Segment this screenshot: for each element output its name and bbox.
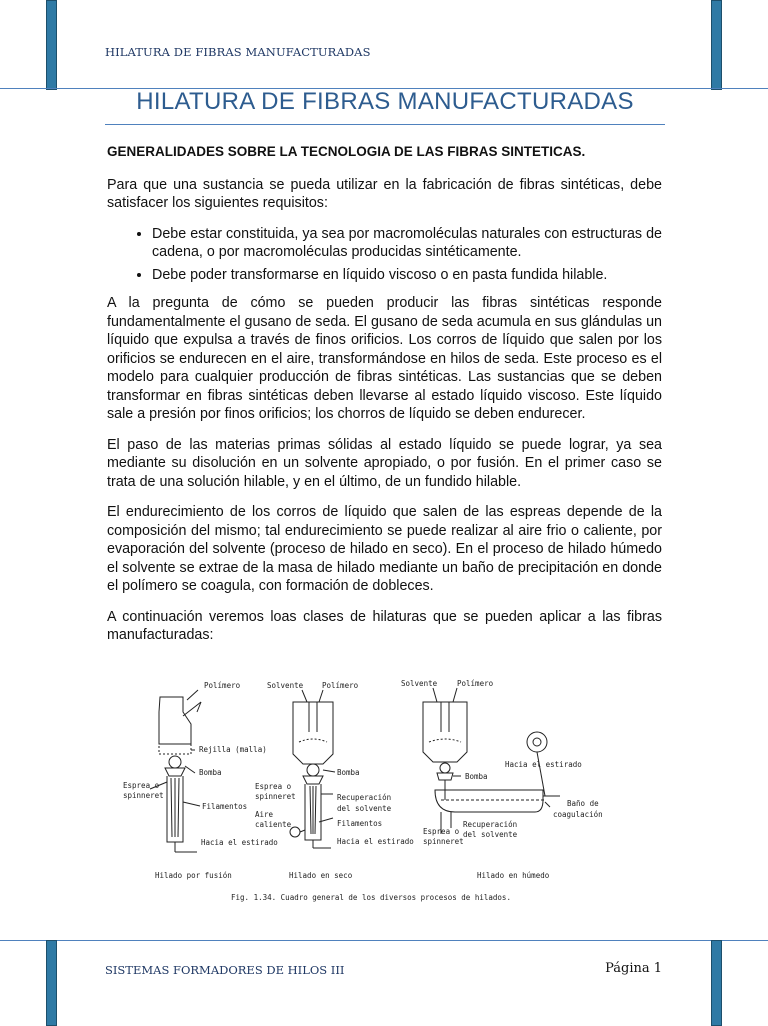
label-bano-1: Baño de bbox=[567, 799, 599, 808]
label-bomba-humedo: Bomba bbox=[465, 772, 488, 781]
label-recuperacion-seco-1: Recuperación bbox=[337, 793, 392, 802]
paragraph-continuation: A continuación veremos loas clases de hilaturas que se pueden aplicar a las fibras manufacturadas: bbox=[107, 608, 662, 643]
page-title: HILATURA DE FIBRAS MANUFACTURADAS bbox=[136, 88, 634, 115]
label-esprea-fusion-2: spinneret bbox=[123, 791, 164, 800]
label-aire-2: caliente bbox=[255, 820, 292, 829]
dry-spinning-diagram bbox=[290, 690, 335, 848]
label-polimero-fusion: Polímero bbox=[204, 681, 241, 690]
paragraph-silkworm: A la pregunta de cómo se pueden producir las fibras sintéticas responde fundamentalmente el gusano de seda. El gusano de seda acumula en sus glándulas un líquido que expulsa a través de finos orificios. Los corros de líquido que salen por los orificios se endurecen en el aire, transformándose en hilos de seda. Este proceso es el modelo para cualquier producción de fibras sintéticas. Las sustancias que se deben transformar en fibras sintéticas deben llevarse al estado líquido viscoso. Este líquido sale a presión por finos orificios; los chorros de líquido se deben endurecer. bbox=[107, 295, 662, 422]
paragraph-liquid-state: El paso de las materias primas sólidas al estado líquido se puede lograr, ya sea mediante su disolución en un solvente apropiado, o por fusión. En el primer caso se trata de una solución hilable, y en el último, de un fundido hilable. bbox=[107, 436, 662, 490]
title-underline bbox=[105, 124, 665, 125]
document-body bbox=[107, 143, 662, 657]
spinning-processes-figure bbox=[105, 672, 665, 912]
label-solvente-humedo: Solvente bbox=[401, 679, 438, 688]
label-bomba-fusion: Bomba bbox=[199, 768, 222, 777]
requirements-list bbox=[107, 225, 662, 285]
label-aire-1: Aire bbox=[255, 810, 274, 819]
header-accent-bar-right bbox=[711, 0, 722, 90]
paragraph-hardening: El endurecimiento de los corros de líquido que salen de las espreas depende de la composición del mismo; tal endurecimiento se puede realizar al aire frio o caliente, por evaporación del solvente (proceso de hilado en seco). En el proceso de hilado húmedo el solvente se extrae de la masa de hilado mediante un baño de precipitación en donde el polímero se coagula, con formación de dobleces. bbox=[107, 504, 662, 594]
page-number: Página 1 bbox=[605, 961, 662, 976]
caption-fusion: Hilado por fusión bbox=[155, 871, 232, 880]
list-item: • Debe estar constituida, ya sea por macromoléculas naturales con estructuras de cadena, o por macromoléculas producidas sintéticamente. bbox=[152, 225, 662, 262]
label-bomba-seco: Bomba bbox=[337, 768, 360, 777]
label-bano-2: coagulación bbox=[553, 810, 603, 819]
figure-caption: Fig. 1.34. Cuadro general de los diversos procesos de hilados. bbox=[231, 893, 511, 902]
label-filamentos-fusion: Filamentos bbox=[202, 802, 248, 811]
label-esprea-humedo-1: Esprea o bbox=[423, 827, 460, 836]
running-header: HILATURA DE FIBRAS MANUFACTURADAS bbox=[105, 45, 371, 59]
label-recuperacion-humedo-1: Recuperación bbox=[463, 820, 518, 829]
label-estirado-humedo: Hacia el estirado bbox=[505, 760, 582, 769]
list-item: • Debe poder transformarse en líquido viscoso o en pasta fundida hilable. bbox=[152, 266, 662, 285]
label-polimero-humedo: Polímero bbox=[457, 679, 494, 688]
label-filamentos-seco: Filamentos bbox=[337, 819, 383, 828]
footer-accent-bar-right bbox=[711, 940, 722, 1026]
label-esprea-fusion-1: Esprea o bbox=[123, 781, 160, 790]
caption-humedo: Hilado en húmedo bbox=[477, 871, 550, 880]
label-polimero-seco: Polímero bbox=[322, 681, 359, 690]
section-subheading: GENERALIDADES SOBRE LA TECNOLOGIA DE LAS FIBRAS SINTETICAS. bbox=[107, 144, 586, 159]
label-estirado-fusion: Hacia el estirado bbox=[201, 838, 278, 847]
label-rejilla: Rejilla (malla) bbox=[199, 745, 267, 754]
footer-rule bbox=[0, 940, 768, 941]
footer-course-name: SISTEMAS FORMADORES DE HILOS III bbox=[105, 963, 345, 977]
label-recuperacion-humedo-2: del solvente bbox=[463, 830, 518, 839]
label-esprea-humedo-2: spinneret bbox=[423, 837, 464, 846]
label-solvente-seco: Solvente bbox=[267, 681, 304, 690]
label-esprea-seco-1: Esprea o bbox=[255, 782, 292, 791]
header-accent-bar-left bbox=[46, 0, 57, 90]
label-recuperacion-seco-2: del solvente bbox=[337, 804, 392, 813]
footer-accent-bar-left bbox=[46, 940, 57, 1026]
caption-seco: Hilado en seco bbox=[289, 871, 353, 880]
label-estirado-seco: Hacia el estirado bbox=[337, 837, 414, 846]
intro-paragraph: Para que una sustancia se pueda utilizar en la fabricación de fibras sintéticas, debe satisfacer los siguientes requisitos: bbox=[107, 176, 662, 211]
melt-spinning-diagram bbox=[150, 690, 201, 852]
label-esprea-seco-2: spinneret bbox=[255, 792, 296, 801]
